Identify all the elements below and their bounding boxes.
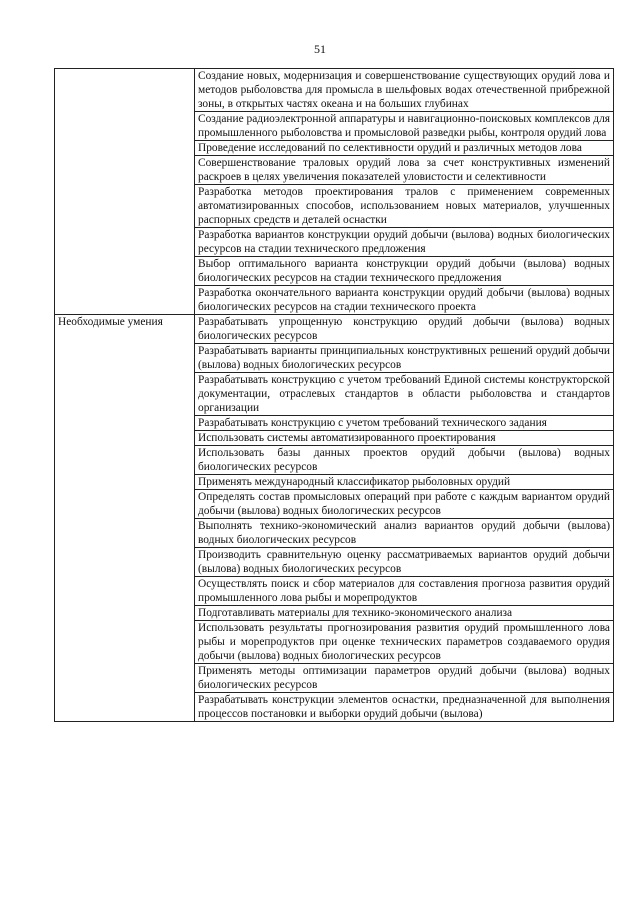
table-row (55, 315, 614, 344)
table-cell: Подготавливать материалы для технико-экономического анализа (195, 606, 614, 621)
table-cell: Разрабатывать упрощенную конструкцию орудий добычи (вылова) водных биологических ресурсов (195, 315, 614, 344)
table-cell: Совершенствование траловых орудий лова за счет конструктивных изменений раскроев в целях увеличения показателей уловистости и селективности (195, 156, 614, 185)
table-cell: Осуществлять поиск и сбор материалов для составления прогноза развития орудий промышленного лова рыбы и морепродуктов (195, 577, 614, 606)
requirements-table (54, 68, 614, 722)
table-cell: Разработка методов проектирования тралов с применением современных автоматизированных способов, использованием новых материалов, улучшенных распорных средств и деталей оснастки (195, 185, 614, 228)
table-cell: Создание радиоэлектронной аппаратуры и навигационно-поисковых комплексов для промышленного рыболовства и промысловой разведки рыбы, контроля орудий лова (195, 112, 614, 141)
row-label-necessary-skills: Необходимые умения (55, 315, 195, 722)
table-cell: Создание новых, модернизация и совершенствование существующих орудий лова и методов рыболовства для промысла в шельфовых водах отечественной прибрежной зоны, в открытых частях океана и на больших глубинах (195, 69, 614, 112)
table-row (55, 69, 614, 112)
table-cell: Разрабатывать варианты принципиальных конструктивных решений орудий добычи (вылова) водных биологических ресурсов (195, 344, 614, 373)
table-cell: Применять международный классификатор рыболовных орудий (195, 475, 614, 490)
table-cell: Разработка окончательного варианта конструкции орудий добычи (вылова) водных биологических ресурсов на стадии технического проекта (195, 286, 614, 315)
table-cell: Использовать системы автоматизированного проектирования (195, 431, 614, 446)
table-cell: Выполнять технико-экономический анализ вариантов орудий добычи (вылова) водных биологических ресурсов (195, 519, 614, 548)
table-cell: Использовать результаты прогнозирования развития орудий промышленного лова рыбы и морепродуктов при оценке технических параметров создаваемого орудия добычи (вылова) водных биологических ресурсов (195, 621, 614, 664)
page-number: 51 (314, 42, 326, 56)
table-cell: Разработка вариантов конструкции орудий добычи (вылова) водных биологических ресурсов на стадии технического предложения (195, 228, 614, 257)
table-cell: Использовать базы данных проектов орудий добычи (вылова) водных биологических ресурсов (195, 446, 614, 475)
table-cell: Определять состав промысловых операций при работе с каждым вариантом орудий добычи (вылова) водных биологических ресурсов (195, 490, 614, 519)
table-cell: Разрабатывать конструкции элементов оснастки, предназначенной для выполнения процессов постановки и выборки орудий добычи (вылова) (195, 693, 614, 722)
table-cell: Разрабатывать конструкцию с учетом требований технического задания (195, 416, 614, 431)
table-cell: Разрабатывать конструкцию с учетом требований Единой системы конструкторской документации, отраслевых стандартов в области рыболовства и стандартов организации (195, 373, 614, 416)
table-cell: Проведение исследований по селективности орудий и различных методов лова (195, 141, 614, 156)
row-label (55, 69, 195, 315)
table-cell: Применять методы оптимизации параметров орудий добычи (вылова) водных биологических ресурсов (195, 664, 614, 693)
table-cell: Выбор оптимального варианта конструкции орудий добычи (вылова) водных биологических ресурсов на стадии технического предложения (195, 257, 614, 286)
table-cell: Производить сравнительную оценку рассматриваемых вариантов орудий добычи (вылова) водных биологических ресурсов (195, 548, 614, 577)
